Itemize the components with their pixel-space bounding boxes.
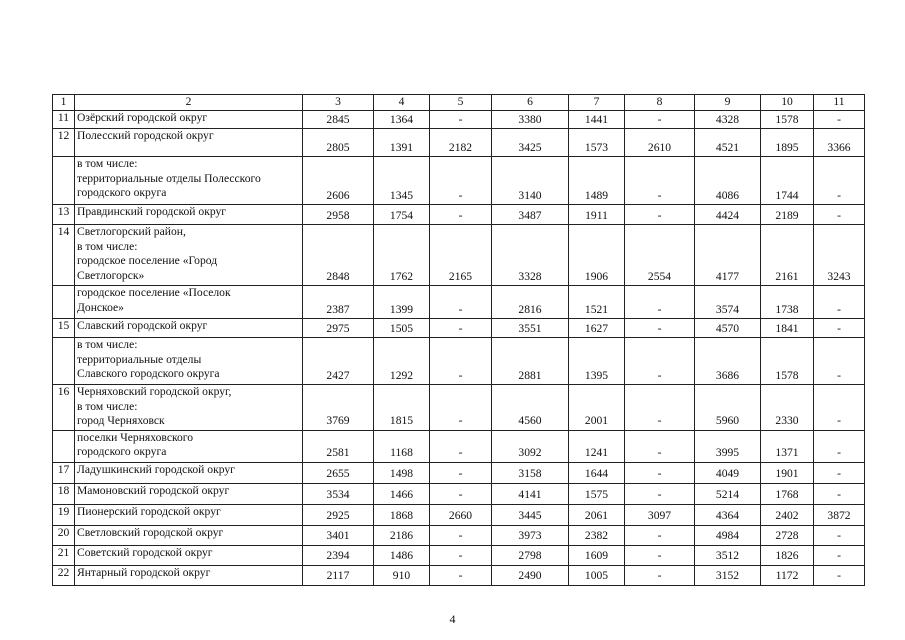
- value-cell: 1172: [761, 565, 814, 585]
- value-cell: 2845: [303, 111, 374, 129]
- value-cell: 1395: [569, 338, 625, 385]
- value-cell: 4560: [492, 385, 569, 430]
- row-name: Янтарный городской округ: [75, 565, 303, 585]
- table-row: [53, 225, 865, 286]
- value-cell: 1762: [374, 225, 430, 286]
- value-cell: 3872: [814, 504, 865, 525]
- value-cell: 3243: [814, 225, 865, 286]
- value-cell: -: [625, 338, 695, 385]
- value-cell: 3686: [695, 338, 761, 385]
- value-cell: -: [625, 545, 695, 565]
- value-cell: 2161: [761, 225, 814, 286]
- value-cell: 2382: [569, 525, 625, 545]
- value-cell: -: [814, 111, 865, 129]
- value-cell: -: [430, 545, 492, 565]
- value-cell: 3158: [492, 462, 569, 483]
- value-cell: -: [814, 430, 865, 462]
- table-row: [53, 111, 865, 129]
- value-cell: -: [430, 286, 492, 319]
- value-cell: 1489: [569, 157, 625, 205]
- value-cell: 2402: [761, 504, 814, 525]
- value-cell: 2001: [569, 385, 625, 430]
- table-row: [53, 430, 865, 462]
- row-name: Славский городской округ: [75, 319, 303, 338]
- value-cell: 2798: [492, 545, 569, 565]
- value-cell: -: [430, 462, 492, 483]
- value-cell: 1486: [374, 545, 430, 565]
- table-row: [53, 286, 865, 319]
- table-row: [53, 565, 865, 585]
- value-cell: 2189: [761, 205, 814, 225]
- value-cell: 2165: [430, 225, 492, 286]
- row-name: Правдинский городской округ: [75, 205, 303, 225]
- value-cell: 4177: [695, 225, 761, 286]
- value-cell: 3487: [492, 205, 569, 225]
- value-cell: -: [814, 338, 865, 385]
- value-cell: 1241: [569, 430, 625, 462]
- row-name: Светлогорский район, в том числе: городское поселение «Город Светлогорск»: [75, 225, 303, 286]
- value-cell: 4141: [492, 483, 569, 504]
- header-cell: 2: [75, 95, 303, 111]
- value-cell: 1754: [374, 205, 430, 225]
- row-number: 18: [53, 483, 75, 504]
- value-cell: 1505: [374, 319, 430, 338]
- row-number: 12: [53, 129, 75, 157]
- value-cell: 3328: [492, 225, 569, 286]
- value-cell: 3973: [492, 525, 569, 545]
- value-cell: -: [430, 483, 492, 504]
- value-cell: 2581: [303, 430, 374, 462]
- value-cell: 1644: [569, 462, 625, 483]
- value-cell: 3574: [695, 286, 761, 319]
- table-row: [53, 525, 865, 545]
- value-cell: 910: [374, 565, 430, 585]
- value-cell: 2182: [430, 129, 492, 157]
- value-cell: 1609: [569, 545, 625, 565]
- value-cell: 2805: [303, 129, 374, 157]
- value-cell: 4364: [695, 504, 761, 525]
- value-cell: 1005: [569, 565, 625, 585]
- value-cell: -: [625, 385, 695, 430]
- value-cell: 2958: [303, 205, 374, 225]
- value-cell: 1168: [374, 430, 430, 462]
- value-cell: 1826: [761, 545, 814, 565]
- table-row: [53, 157, 865, 205]
- table-row: [53, 462, 865, 483]
- row-name: Ладушкинский городской округ: [75, 462, 303, 483]
- value-cell: -: [625, 525, 695, 545]
- header-cell: 1: [53, 95, 75, 111]
- header-cell: 7: [569, 95, 625, 111]
- value-cell: 1498: [374, 462, 430, 483]
- value-cell: -: [625, 430, 695, 462]
- value-cell: 4521: [695, 129, 761, 157]
- value-cell: 2655: [303, 462, 374, 483]
- value-cell: -: [430, 157, 492, 205]
- row-name: в том числе: территориальные отделы Полесского городского округа: [75, 157, 303, 205]
- value-cell: -: [430, 430, 492, 462]
- value-cell: -: [430, 319, 492, 338]
- value-cell: -: [625, 483, 695, 504]
- table-row: [53, 319, 865, 338]
- value-cell: -: [625, 111, 695, 129]
- value-cell: -: [814, 286, 865, 319]
- header-cell: 3: [303, 95, 374, 111]
- page-number: 4: [449, 612, 456, 626]
- value-cell: 1399: [374, 286, 430, 319]
- row-number: 19: [53, 504, 75, 525]
- header-row: [53, 95, 865, 111]
- value-cell: 2881: [492, 338, 569, 385]
- row-number: [53, 338, 75, 385]
- value-cell: -: [814, 525, 865, 545]
- value-cell: -: [814, 205, 865, 225]
- value-cell: 2610: [625, 129, 695, 157]
- header-cell: 4: [374, 95, 430, 111]
- value-cell: 4984: [695, 525, 761, 545]
- header-cell: 11: [814, 95, 865, 111]
- value-cell: 1911: [569, 205, 625, 225]
- value-cell: 1391: [374, 129, 430, 157]
- value-cell: -: [814, 462, 865, 483]
- value-cell: 3380: [492, 111, 569, 129]
- value-cell: 1292: [374, 338, 430, 385]
- table-row: [53, 205, 865, 225]
- value-cell: -: [814, 565, 865, 585]
- value-cell: 1744: [761, 157, 814, 205]
- row-number: 14: [53, 225, 75, 286]
- row-name: Светловский городской округ: [75, 525, 303, 545]
- row-name: Озёрский городской округ: [75, 111, 303, 129]
- value-cell: 5960: [695, 385, 761, 430]
- value-cell: -: [430, 338, 492, 385]
- value-cell: -: [625, 565, 695, 585]
- value-cell: 5214: [695, 483, 761, 504]
- value-cell: -: [625, 462, 695, 483]
- row-number: 13: [53, 205, 75, 225]
- value-cell: -: [430, 385, 492, 430]
- value-cell: 2427: [303, 338, 374, 385]
- header-cell: 6: [492, 95, 569, 111]
- row-number: [53, 286, 75, 319]
- value-cell: 2660: [430, 504, 492, 525]
- value-cell: 3152: [695, 565, 761, 585]
- value-cell: 1738: [761, 286, 814, 319]
- value-cell: -: [625, 286, 695, 319]
- row-number: 20: [53, 525, 75, 545]
- value-cell: 4328: [695, 111, 761, 129]
- value-cell: 4570: [695, 319, 761, 338]
- row-number: 11: [53, 111, 75, 129]
- row-name: Полесский городской округ: [75, 129, 303, 157]
- value-cell: 1868: [374, 504, 430, 525]
- data-table: [52, 94, 865, 586]
- value-cell: 1841: [761, 319, 814, 338]
- value-cell: 3769: [303, 385, 374, 430]
- value-cell: 3995: [695, 430, 761, 462]
- table-row: [53, 504, 865, 525]
- value-cell: 2554: [625, 225, 695, 286]
- value-cell: -: [625, 157, 695, 205]
- table-row: [53, 338, 865, 385]
- row-number: [53, 157, 75, 205]
- value-cell: 4049: [695, 462, 761, 483]
- value-cell: 1627: [569, 319, 625, 338]
- value-cell: 2925: [303, 504, 374, 525]
- row-name: Черняховский городской округ, в том числе: город Черняховск: [75, 385, 303, 430]
- value-cell: 3366: [814, 129, 865, 157]
- value-cell: 2387: [303, 286, 374, 319]
- row-name: поселки Черняховского городского округа: [75, 430, 303, 462]
- row-number: [53, 430, 75, 462]
- value-cell: 2816: [492, 286, 569, 319]
- value-cell: 3425: [492, 129, 569, 157]
- value-cell: 2728: [761, 525, 814, 545]
- row-name: в том числе: территориальные отделы Славского городского округа: [75, 338, 303, 385]
- row-number: 21: [53, 545, 75, 565]
- value-cell: 1573: [569, 129, 625, 157]
- value-cell: 1441: [569, 111, 625, 129]
- value-cell: 1575: [569, 483, 625, 504]
- row-number: 15: [53, 319, 75, 338]
- header-cell: 10: [761, 95, 814, 111]
- value-cell: 2848: [303, 225, 374, 286]
- value-cell: 1521: [569, 286, 625, 319]
- value-cell: -: [430, 525, 492, 545]
- value-cell: 3092: [492, 430, 569, 462]
- value-cell: 1345: [374, 157, 430, 205]
- value-cell: 2061: [569, 504, 625, 525]
- value-cell: -: [625, 319, 695, 338]
- value-cell: 3445: [492, 504, 569, 525]
- value-cell: 1578: [761, 111, 814, 129]
- row-number: 17: [53, 462, 75, 483]
- header-cell: 5: [430, 95, 492, 111]
- value-cell: 2606: [303, 157, 374, 205]
- value-cell: 3551: [492, 319, 569, 338]
- value-cell: 2490: [492, 565, 569, 585]
- value-cell: -: [814, 483, 865, 504]
- value-cell: 1815: [374, 385, 430, 430]
- value-cell: 3140: [492, 157, 569, 205]
- row-name: Мамоновский городской округ: [75, 483, 303, 504]
- row-number: 16: [53, 385, 75, 430]
- value-cell: 3097: [625, 504, 695, 525]
- value-cell: -: [430, 205, 492, 225]
- value-cell: -: [814, 157, 865, 205]
- value-cell: -: [814, 545, 865, 565]
- row-name: Пионерский городской округ: [75, 504, 303, 525]
- value-cell: 1901: [761, 462, 814, 483]
- value-cell: 1768: [761, 483, 814, 504]
- value-cell: 1906: [569, 225, 625, 286]
- table-row: [53, 385, 865, 430]
- row-name: городское поселение «Поселок Донское»: [75, 286, 303, 319]
- value-cell: 2117: [303, 565, 374, 585]
- header-cell: 8: [625, 95, 695, 111]
- value-cell: -: [814, 319, 865, 338]
- row-name: Советский городской округ: [75, 545, 303, 565]
- value-cell: 1895: [761, 129, 814, 157]
- value-cell: -: [430, 111, 492, 129]
- value-cell: 2975: [303, 319, 374, 338]
- value-cell: 2394: [303, 545, 374, 565]
- table-row: [53, 545, 865, 565]
- row-number: 22: [53, 565, 75, 585]
- value-cell: 4086: [695, 157, 761, 205]
- value-cell: 1364: [374, 111, 430, 129]
- table-row: [53, 129, 865, 157]
- value-cell: 4424: [695, 205, 761, 225]
- value-cell: 3512: [695, 545, 761, 565]
- value-cell: -: [430, 565, 492, 585]
- value-cell: 1466: [374, 483, 430, 504]
- value-cell: 1578: [761, 338, 814, 385]
- table-row: [53, 483, 865, 504]
- value-cell: 2330: [761, 385, 814, 430]
- header-cell: 9: [695, 95, 761, 111]
- value-cell: -: [814, 385, 865, 430]
- value-cell: 3401: [303, 525, 374, 545]
- value-cell: 1371: [761, 430, 814, 462]
- value-cell: 2186: [374, 525, 430, 545]
- value-cell: 3534: [303, 483, 374, 504]
- value-cell: -: [625, 205, 695, 225]
